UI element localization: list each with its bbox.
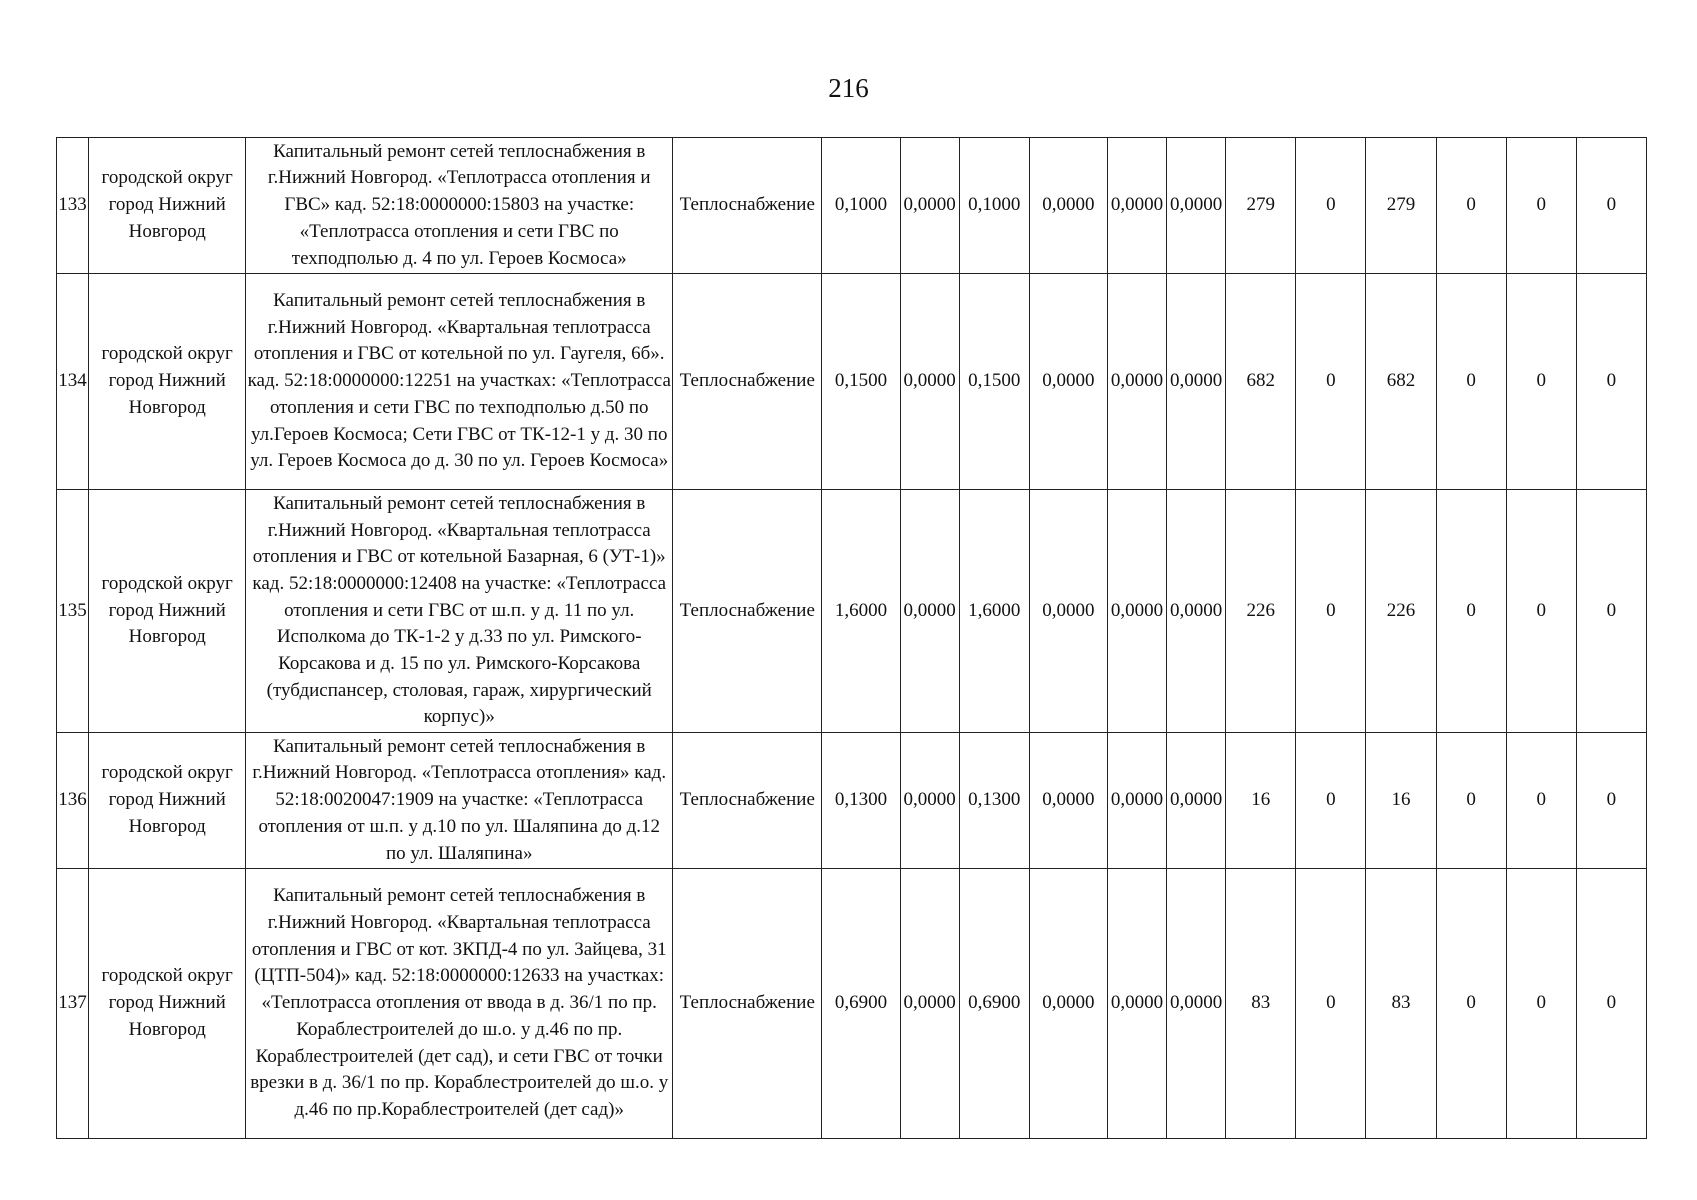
table-row [57, 490, 1647, 733]
category-cell: Теплоснабжение [673, 869, 822, 1139]
table-row [57, 869, 1647, 1139]
value-cell: 0 [1576, 274, 1646, 490]
value-cell: 0,0000 [900, 274, 959, 490]
table-body [57, 138, 1647, 1139]
value-cell: 0,1300 [959, 733, 1029, 869]
value-cell: 0 [1506, 869, 1576, 1139]
value-cell: 0 [1296, 138, 1366, 274]
row-number-cell: 133 [57, 138, 89, 274]
value-cell: 0,0000 [1107, 869, 1166, 1139]
description-cell: Капитальный ремонт сетей теплоснабжения в г.Нижний Новгород. «Теплотрасса отопления» кад. 52:18:0020047:1909 на участке: «Теплотрасса отопления от ш.п. у д.10 по ул. Шаляпина до д.12 по ул. Шаляпина» [246, 733, 673, 869]
value-cell: 0,0000 [1167, 274, 1226, 490]
value-cell: 0,0000 [1167, 733, 1226, 869]
table-row [57, 138, 1647, 274]
value-cell: 0,0000 [1029, 138, 1107, 274]
value-cell: 0,0000 [1107, 274, 1166, 490]
category-cell: Теплоснабжение [673, 274, 822, 490]
value-cell: 0,0000 [1167, 869, 1226, 1139]
value-cell: 0,1500 [959, 274, 1029, 490]
value-cell: 0 [1296, 274, 1366, 490]
works-table [56, 137, 1647, 1139]
value-cell: 0,1300 [822, 733, 900, 869]
value-cell: 0 [1506, 138, 1576, 274]
value-cell: 0,0000 [1107, 490, 1166, 733]
value-cell: 682 [1366, 274, 1436, 490]
municipality-cell: городской округ город Нижний Новгород [89, 274, 246, 490]
value-cell: 0,0000 [1029, 869, 1107, 1139]
value-cell: 0 [1506, 733, 1576, 869]
value-cell: 0 [1506, 274, 1576, 490]
value-cell: 682 [1226, 274, 1296, 490]
municipality-cell: городской округ город Нижний Новгород [89, 138, 246, 274]
value-cell: 226 [1366, 490, 1436, 733]
value-cell: 1,6000 [959, 490, 1029, 733]
value-cell: 0 [1436, 490, 1506, 733]
value-cell: 0,0000 [1029, 733, 1107, 869]
value-cell: 226 [1226, 490, 1296, 733]
page-number: 216 [828, 73, 869, 103]
value-cell: 0 [1296, 733, 1366, 869]
description-cell: Капитальный ремонт сетей теплоснабжения в г.Нижний Новгород. «Теплотрасса отопления и ГВС» кад. 52:18:0000000:15803 на участке: «Теплотрасса отопления и сети ГВС по техподполью д. 4 по ул. Героев Космоса» [246, 138, 673, 274]
value-cell: 279 [1226, 138, 1296, 274]
table-row [57, 274, 1647, 490]
description-cell: Капитальный ремонт сетей теплоснабжения в г.Нижний Новгород. «Квартальная теплотрасса отопления и ГВС от кот. ЗКПД-4 по ул. Зайцева, 31 (ЦТП-504)» кад. 52:18:0000000:12633 на участках: «Теплотрасса отопления от ввода в д. 36/1 по пр. Кораблестроителей до ш.о. у д.46 по пр. Кораблестроителей (дет сад), и сети ГВС от точки врезки в д. 36/1 по пр. Кораблестроителей до ш.о. у д.46 по пр.Кораблестроителей (дет сад)» [246, 869, 673, 1139]
description-cell: Капитальный ремонт сетей теплоснабжения в г.Нижний Новгород. «Квартальная теплотрасса отопления и ГВС от котельной Базарная, 6 (УТ-1)» кад. 52:18:0000000:12408 на участке: «Теплотрасса отопления и сети ГВС от ш.п. у д. 11 по ул. Исполкома до ТК-1-2 у д.33 по ул. Римского-Корсакова и д. 15 по ул. Римского-Корсакова (тубдиспансер, столовая, гараж, хирургический корпус)» [246, 490, 673, 733]
value-cell: 0,0000 [900, 733, 959, 869]
value-cell: 16 [1366, 733, 1436, 869]
value-cell: 279 [1366, 138, 1436, 274]
value-cell: 0,1000 [959, 138, 1029, 274]
value-cell: 0,0000 [1167, 490, 1226, 733]
row-number-cell: 135 [57, 490, 89, 733]
value-cell: 0,0000 [900, 490, 959, 733]
category-cell: Теплоснабжение [673, 733, 822, 869]
category-cell: Теплоснабжение [673, 490, 822, 733]
value-cell: 0,6900 [959, 869, 1029, 1139]
row-number-cell: 134 [57, 274, 89, 490]
municipality-cell: городской округ город Нижний Новгород [89, 869, 246, 1139]
value-cell: 0,0000 [900, 869, 959, 1139]
value-cell: 0 [1506, 490, 1576, 733]
value-cell: 0,0000 [1029, 490, 1107, 733]
value-cell: 0 [1296, 869, 1366, 1139]
municipality-cell: городской округ город Нижний Новгород [89, 490, 246, 733]
category-cell: Теплоснабжение [673, 138, 822, 274]
value-cell: 0,0000 [900, 138, 959, 274]
value-cell: 83 [1366, 869, 1436, 1139]
value-cell: 0 [1576, 490, 1646, 733]
row-number-cell: 137 [57, 869, 89, 1139]
value-cell: 0,1000 [822, 138, 900, 274]
value-cell: 0,0000 [1107, 733, 1166, 869]
value-cell: 0 [1296, 490, 1366, 733]
value-cell: 0,0000 [1167, 138, 1226, 274]
municipality-cell: городской округ город Нижний Новгород [89, 733, 246, 869]
value-cell: 0,1500 [822, 274, 900, 490]
value-cell: 0,6900 [822, 869, 900, 1139]
table-row [57, 733, 1647, 869]
description-cell: Капитальный ремонт сетей теплоснабжения в г.Нижний Новгород. «Квартальная теплотрасса отопления и ГВС от котельной по ул. Гаугеля, 6б». кад. 52:18:0000000:12251 на участках: «Теплотрасса отопления и сети ГВС по техподполью д.50 по ул.Героев Космоса; Сети ГВС от ТК-12-1 у д. 30 по ул. Героев Космоса до д. 30 по ул. Героев Космоса» [246, 274, 673, 490]
value-cell: 0,0000 [1107, 138, 1166, 274]
value-cell: 0 [1436, 138, 1506, 274]
value-cell: 0 [1436, 733, 1506, 869]
value-cell: 0 [1576, 138, 1646, 274]
value-cell: 0 [1436, 274, 1506, 490]
value-cell: 0,0000 [1029, 274, 1107, 490]
value-cell: 83 [1226, 869, 1296, 1139]
value-cell: 0 [1576, 869, 1646, 1139]
value-cell: 0 [1436, 869, 1506, 1139]
value-cell: 16 [1226, 733, 1296, 869]
value-cell: 1,6000 [822, 490, 900, 733]
row-number-cell: 136 [57, 733, 89, 869]
value-cell: 0 [1576, 733, 1646, 869]
